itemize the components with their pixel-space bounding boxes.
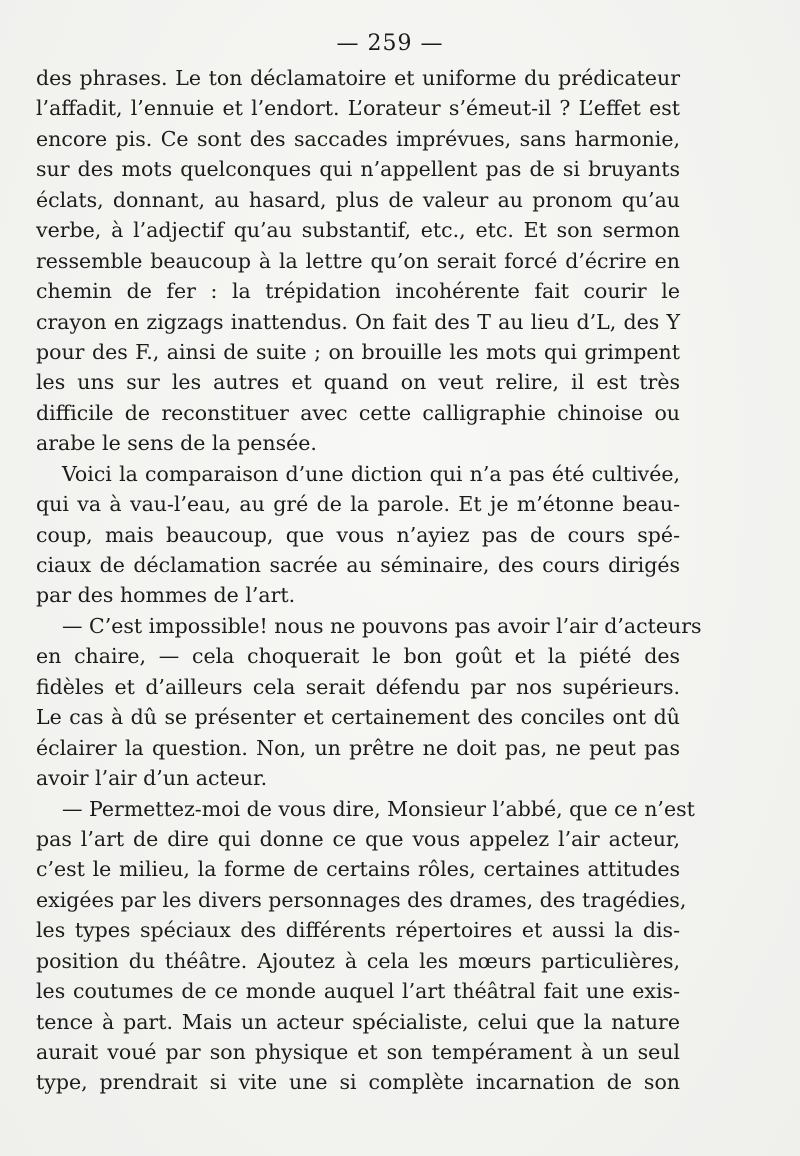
text-line: éclats, donnant, au hasard, plus de valeur au pronom qu’au	[36, 187, 680, 212]
page-number: — 259 —	[336, 31, 444, 56]
text-line: chemin de fer : la trépidation incohérente fait courir le	[36, 279, 680, 304]
text-line: l’affadit, l’ennuie et l’endort. L’orateur s’émeut-il ? L’effet est	[36, 96, 680, 121]
text-line: crayon en zigzags inattendus. On fait des T au lieu d’L, des Y	[36, 309, 680, 334]
text-line: par des hommes de l’art.	[36, 583, 296, 608]
text-line: pour des F., ainsi de suite ; on brouille les mots qui grimpent	[36, 339, 680, 364]
text-line: Le cas à dû se présenter et certainement des conciles ont dû	[36, 705, 680, 730]
text-line: encore pis. Ce sont des saccades imprévues, sans harmonie,	[36, 126, 680, 151]
text-line: les coutumes de ce monde auquel l’art théâtral fait une exis-	[36, 979, 680, 1004]
text-line: coup, mais beaucoup, que vous n’ayiez pas de cours spé-	[36, 522, 680, 547]
text-line: éclairer la question. Non, un prêtre ne doit pas, ne peut pas	[36, 735, 680, 760]
text-line: — C’est impossible! nous ne pouvons pas avoir l’air d’acteurs	[62, 613, 702, 638]
text-line: verbe, à l’adjectif qu’au substantif, etc., etc. Et son sermon	[36, 218, 680, 243]
text-line: les uns sur les autres et quand on veut relire, il est très	[36, 370, 680, 395]
text-line: position du théâtre. Ajoutez à cela les mœurs particulières,	[36, 948, 680, 973]
text-line: c’est le milieu, la forme de certains rôles, certaines attitudes	[36, 857, 680, 882]
text-line: les types spéciaux des différents répertoires et aussi la dis-	[36, 918, 680, 943]
text-line: Voici la comparaison d’une diction qui n’a pas été cultivée,	[62, 461, 680, 486]
text-line: type, prendrait si vite une si complète incarnation de son	[36, 1070, 680, 1095]
text-line: en chaire, — cela choquerait le bon goût et la piété des	[36, 644, 680, 669]
text-line: arabe le sens de la pensée.	[36, 431, 317, 456]
text-line: difficile de reconstituer avec cette calligraphie chinoise ou	[36, 400, 680, 425]
body-text	[36, 63, 702, 1098]
text-line: fidèles et d’ailleurs cela serait défendu par nos supérieurs.	[36, 674, 680, 699]
text-line: qui va à vau-l’eau, au gré de la parole. Et je m’étonne beau-	[36, 492, 680, 517]
text-line: tence à part. Mais un acteur spécialiste, celui que la nature	[36, 1009, 680, 1034]
text-line: des phrases. Le ton déclamatoire et uniforme du prédicateur	[36, 66, 680, 90]
text-line: sur des mots quelconques qui n’appellent pas de si bruyants	[36, 157, 680, 182]
text-line: ressemble beaucoup à la lettre qu’on serait forcé d’écrire en	[36, 248, 680, 273]
text-line: avoir l’air d’un acteur.	[36, 766, 268, 791]
text-line: exigées par les divers personnages des drames, des tragédies,	[36, 887, 687, 912]
text-line: aurait voué par son physique et son tempérament à un seul	[36, 1040, 680, 1064]
text-line: — Permettez-moi de vous dire, Monsieur l’abbé, que ce n’est	[62, 796, 695, 821]
text-line: pas l’art de dire qui donne ce que vous appelez l’air acteur,	[36, 826, 680, 851]
text-line: ciaux de déclamation sacrée au séminaire, des cours dirigés	[36, 553, 680, 577]
